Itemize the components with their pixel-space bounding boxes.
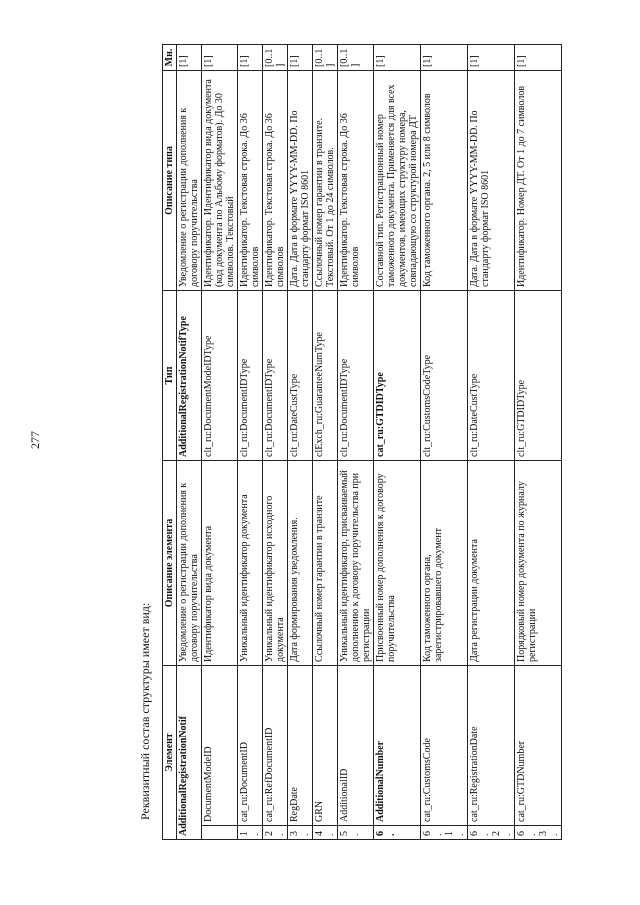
cell-mn: [1] <box>421 45 468 71</box>
cell-type-desc: Уведомление о регистрации дополнения к договору поручительства <box>177 71 202 291</box>
cell-type-desc: Идентификатор. Текстовая строка. До 36 символов <box>263 71 288 291</box>
cell-type: clt_ru:DocumentIDType <box>238 291 263 461</box>
cell-element-desc: Присвоенный номер дополнения к договору поручительства <box>374 461 421 666</box>
cell-num: 6.3. <box>515 826 562 840</box>
cell-mn: [1] <box>238 45 263 71</box>
table-row <box>238 45 263 840</box>
table-row <box>374 45 421 840</box>
cell-type: clt_ru:DocumentModeIDType <box>202 291 238 461</box>
cell-element: cat_ru:RegistrationDate <box>468 666 515 826</box>
cell-num: 6. <box>374 826 421 840</box>
table-row <box>263 45 288 840</box>
header-mn: Мн. <box>163 45 177 71</box>
cell-type-desc: Составной тип. Регистрационный номер таможенного документа. Применяется для всех документов, имеющих структуру номера, совпадающую со структурой номера ДТ <box>374 71 421 291</box>
cell-num: 6.2. <box>468 826 515 840</box>
cell-element-desc: Порядковый номер документа по журналу регистрации <box>515 461 562 666</box>
cell-element-desc: Идентификатор вида документа <box>202 461 238 666</box>
cell-element-desc: Уникальный идентификатор, присваиваемый дополнению к договору поручительства при регистрации <box>338 461 374 666</box>
cell-element: GRN <box>313 666 338 826</box>
cell-element: cat_ru:CustomsCode <box>421 666 468 826</box>
requisites-table <box>162 44 562 840</box>
cell-mn: [1] <box>515 45 562 71</box>
header-element: Элемент <box>163 666 177 840</box>
cell-element: AdditionalID <box>338 666 374 826</box>
table-row <box>468 45 515 840</box>
cell-type: AdditionalRegistrationNotifType <box>177 291 202 461</box>
cell-element: cat_ru:GTDNumber <box>515 666 562 826</box>
table-row <box>421 45 468 840</box>
cell-type: clt_ru:DocumentIDType <box>263 291 288 461</box>
cell-type: clt_ru:DateCustType <box>288 291 313 461</box>
cell-mn: [1] <box>288 45 313 71</box>
cell-element-desc: Ссылочный номер гарантии в транзите <box>313 461 338 666</box>
cell-num: 5. <box>338 826 374 840</box>
cell-element-desc: Уведомление о регистрации дополнения к договору поручительства <box>177 461 202 666</box>
intro-text: Реквизитный состав структуры имеет вид: <box>138 602 152 820</box>
cell-element-desc: Уникальный идентификатор исходного документа <box>263 461 288 666</box>
header-type-desc: Описание типа <box>163 71 177 291</box>
cell-type: clt_ru:GTDIDType <box>515 291 562 461</box>
cell-type: clt_ru:CustomsCodeType <box>421 291 468 461</box>
cell-type-desc: Дата. Дата в формате YYYY-MM-DD. По стандарту формат ISO 8601 <box>288 71 313 291</box>
cell-element-desc: Код таможенного органа, зарегистрировавшего документ <box>421 461 468 666</box>
cell-type-desc: Идентификатор. Текстовая строка. До 36 символов <box>238 71 263 291</box>
cell-mn: [1] <box>202 45 238 71</box>
cell-type: cat_ru:GTDIDType <box>374 291 421 461</box>
cell-type-desc: Ссылочный номер гарантии в транзите. Текстовый. От 1 до 24 символов. <box>313 71 338 291</box>
cell-type: clt_ru:DateCustType <box>468 291 515 461</box>
cell-type: clt_ru:DocumentIDType <box>338 291 374 461</box>
cell-num: 4. <box>313 826 338 840</box>
cell-num: 1. <box>238 826 263 840</box>
cell-mn: [1] <box>374 45 421 71</box>
cell-element: cat_ru:DocumentID <box>238 666 263 826</box>
header-type: Тип <box>163 291 177 461</box>
table-row <box>288 45 313 840</box>
cell-num: 3. <box>288 826 313 840</box>
cell-element: AdditionalNumber <box>374 666 421 826</box>
table-row <box>338 45 374 840</box>
cell-mn: [0..1] <box>313 45 338 71</box>
cell-mn: [0..1] <box>263 45 288 71</box>
cell-num: 2. <box>263 826 288 840</box>
cell-mn: [1] <box>468 45 515 71</box>
header-element-desc: Описание элемента <box>163 461 177 666</box>
page-number: 277 <box>28 431 42 449</box>
table-row <box>313 45 338 840</box>
cell-type-desc: Идентификатор. Идентификатор вида документа (код документа по Альбому форматов). До 30 символов. Текстовый <box>202 71 238 291</box>
cell-type: clExch_ru:GuaranteeNumType <box>313 291 338 461</box>
cell-element: RegDate <box>288 666 313 826</box>
rotated-page <box>20 0 600 860</box>
cell-type-desc: Идентификатор. Номер ДТ. От 1 до 7 символов <box>515 71 562 291</box>
cell-element: AdditionalRegistrationNotif <box>177 666 202 840</box>
cell-num <box>202 826 238 840</box>
cell-element: cat_ru:RefDocumentID <box>263 666 288 826</box>
table-header-row <box>163 45 177 840</box>
cell-element-desc: Дата регистрации документа <box>468 461 515 666</box>
cell-type-desc: Идентификатор. Текстовая строка. До 36 символов <box>338 71 374 291</box>
cell-element-desc: Дата формирования уведомления. <box>288 461 313 666</box>
cell-element-desc: Уникальный идентификатор документа <box>238 461 263 666</box>
cell-element: DocumentModeID <box>202 666 238 826</box>
table-row <box>177 45 202 840</box>
cell-type-desc: Дата. Дата в формате YYYY-MM-DD. По стандарту формат ISO 8601 <box>468 71 515 291</box>
table-row <box>202 45 238 840</box>
table-row <box>515 45 562 840</box>
cell-mn: [1] <box>177 45 202 71</box>
cell-num: 6.1. <box>421 826 468 840</box>
cell-mn: [0..1] <box>338 45 374 71</box>
cell-type-desc: Код таможенного органа. 2, 5 или 8 символов <box>421 71 468 291</box>
